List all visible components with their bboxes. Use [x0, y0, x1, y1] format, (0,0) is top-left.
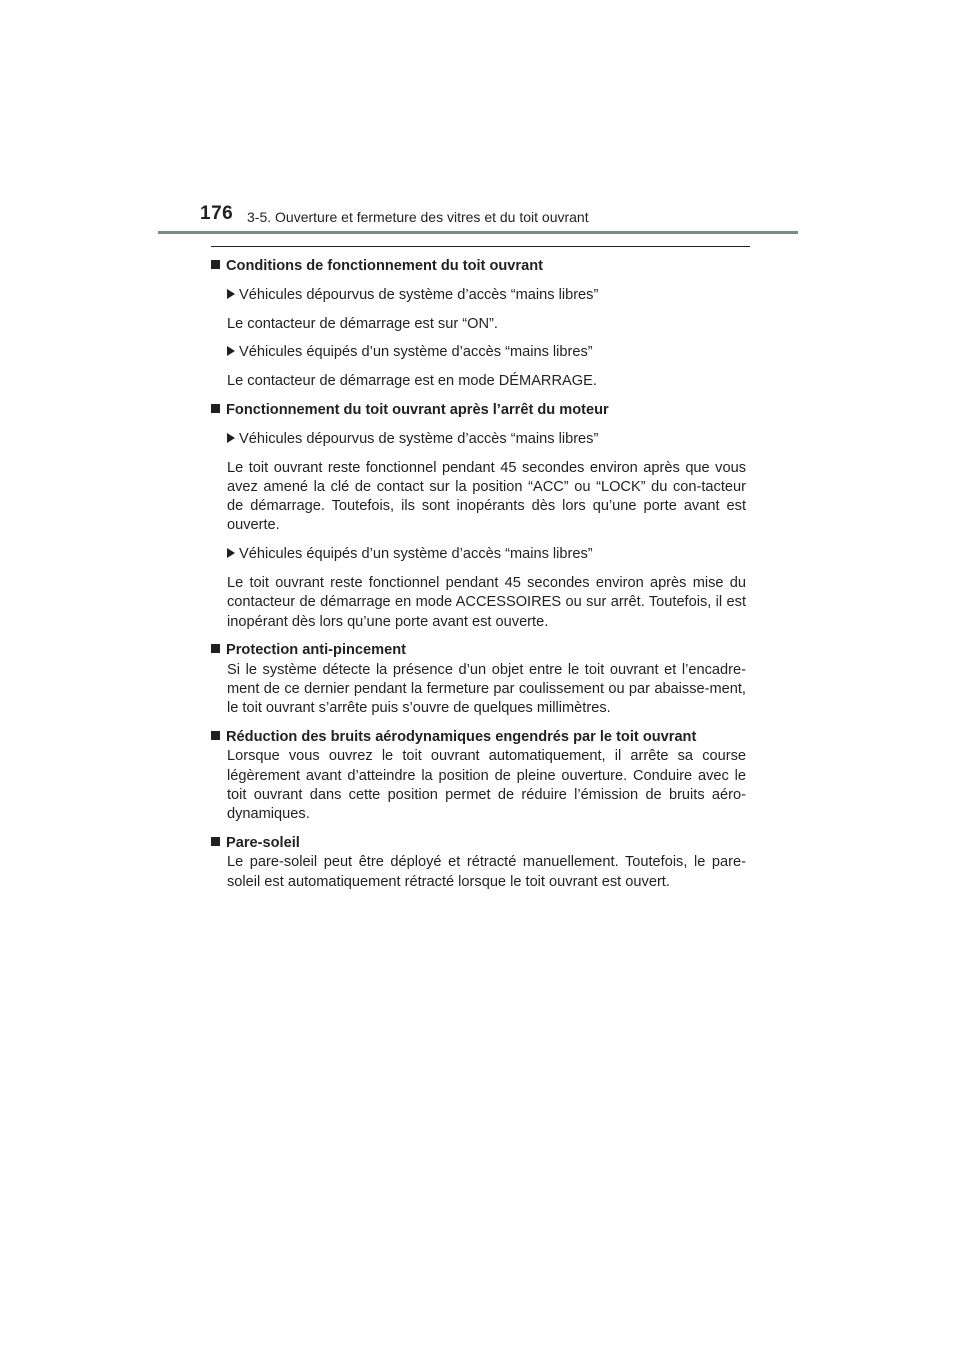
- triangle-bullet-icon: [227, 346, 235, 356]
- body-paragraph: Le pare-soleil peut être déployé et rétracté manuellement. Toutefois, le pare-soleil est automatiquement rétracté lorsque le toit ouvrant est ouvert.: [227, 854, 746, 890]
- body-paragraph: Le contacteur de démarrage est en mode DÉMARRAGE.: [227, 373, 597, 390]
- body-paragraph: Le toit ouvrant reste fonctionnel pendant 45 secondes environ après que vous avez amené la clé de contact sur la position “ACC” ou “LOCK” du con-tacteur de démarrage. Toutefois, ils sont inopérants dès lors qu’une porte avant est ouverte.: [227, 459, 746, 534]
- square-bullet-icon: [211, 644, 220, 653]
- square-bullet-icon: [211, 731, 220, 740]
- section-heading-text: Réduction des bruits aérodynamiques engendrés par le toit ouvrant: [226, 729, 697, 746]
- section-heading: [211, 834, 746, 853]
- body-paragraph: Si le système détecte la présence d’un objet entre le toit ouvrant et l’encadre-ment de ce dernier pendant la fermeture par coulissement ou par abaisse-ment, le toit ouvrant s’arrête puis s’ouvre de quelques millimètres.: [227, 661, 746, 717]
- condition-bullet: [227, 545, 746, 564]
- square-bullet-icon: [211, 404, 220, 413]
- square-bullet-icon: [211, 260, 220, 269]
- section-heading-text: Conditions de fonctionnement du toit ouvrant: [226, 258, 543, 274]
- section-heading-text: Pare-soleil: [226, 835, 300, 852]
- section-heading-text: Fonctionnement du toit ouvrant après l’arrêt du moteur: [226, 401, 609, 418]
- page-content: [211, 257, 746, 892]
- body-paragraph: Le toit ouvrant reste fonctionnel pendant 45 secondes environ après mise du contacteur de démarrage en mode ACCESSOIRES ou sur arrêt. Toutefois, il est inopérant dès lors qu’une porte avant est ouverte.: [227, 575, 746, 630]
- condition-bullet: [227, 343, 746, 362]
- triangle-bullet-icon: [227, 548, 235, 558]
- condition-bullet-text: Véhicules équipés d’un système d’accès “mains libres”: [239, 546, 593, 563]
- section-heading: [211, 641, 746, 660]
- section-heading: [211, 401, 746, 420]
- header-rule: [158, 231, 798, 234]
- condition-bullet: [227, 430, 746, 449]
- triangle-bullet-icon: [227, 289, 235, 299]
- condition-bullet: [227, 286, 746, 305]
- section-divider: [211, 246, 750, 247]
- condition-bullet-text: Véhicules dépourvus de système d’accès “mains libres”: [239, 430, 599, 447]
- page-number: 176: [200, 203, 234, 224]
- body-paragraph: Lorsque vous ouvrez le toit ouvrant automatiquement, il arrête sa course légèrement avant d’atteindre la position de pleine ouverture. Conduire avec le toit ouvrant dans cette position permet de réduire l’émission de bruits aéro-dynamiques.: [227, 748, 746, 823]
- triangle-bullet-icon: [227, 433, 235, 443]
- section-heading: [211, 257, 746, 276]
- section-heading: [211, 728, 746, 747]
- condition-bullet-text: Véhicules dépourvus de système d’accès “mains libres”: [239, 286, 599, 303]
- condition-bullet-text: Véhicules équipés d’un système d’accès “mains libres”: [239, 344, 593, 361]
- section-title: 3-5. Ouverture et fermeture des vitres et du toit ouvrant: [247, 209, 589, 225]
- body-paragraph: Le contacteur de démarrage est sur “ON”.: [227, 315, 498, 332]
- square-bullet-icon: [211, 837, 220, 846]
- section-heading-text: Protection anti-pincement: [226, 642, 407, 659]
